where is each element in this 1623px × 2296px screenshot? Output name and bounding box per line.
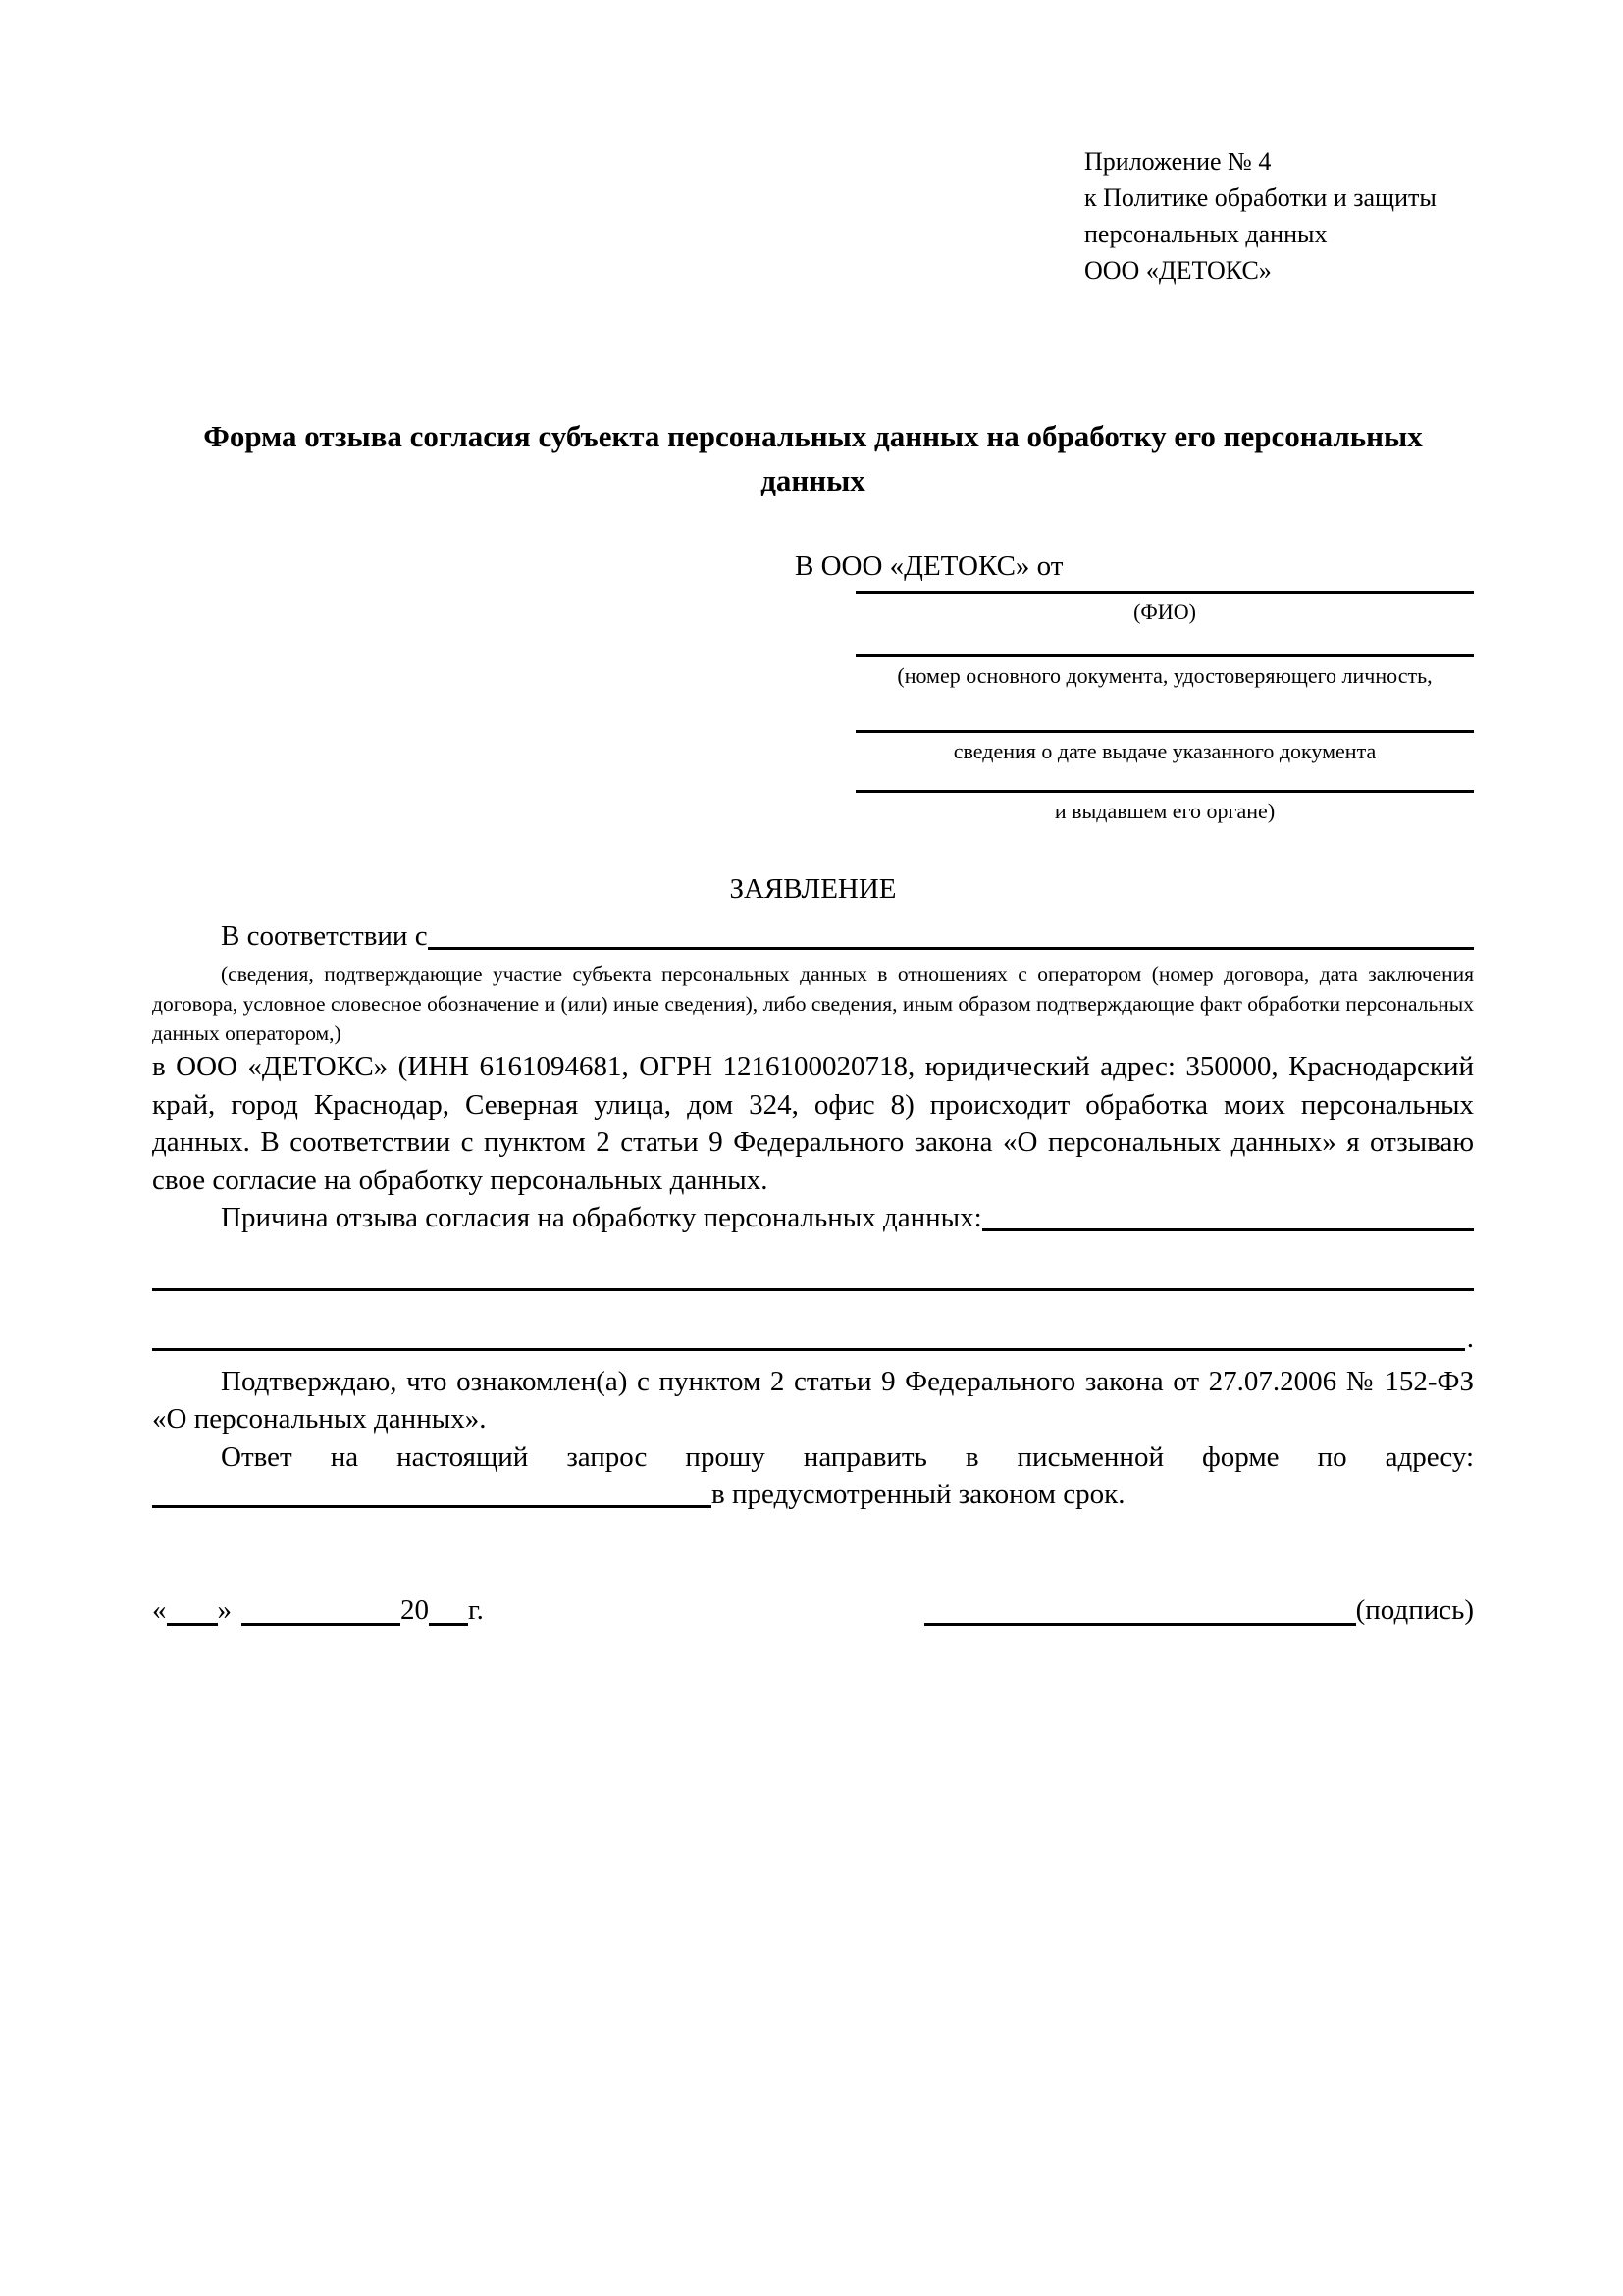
reason-label: Причина отзыва согласия на обработку персональных данных: xyxy=(221,1202,982,1233)
signoff-row xyxy=(152,1591,1474,1630)
body-paragraph: в ООО «ДЕТОКС» (ИНН 6161094681, ОГРН 1216100020718, юридический адрес: 350000, Краснодарский край, город Краснодар, Северная улица, дом 324, офис 8) происходит обработка моих персональных данных. В соответствии с пунктом 2 статьи 9 Федерального закона «О персональных данных» я отзываю свое согласие на обработку персональных данных. xyxy=(152,1051,1474,1196)
footnote-text: (сведения, подтверждающие участие субъекта персональных данных в отношениях с оператором (номер договора, дата заключения договора, условное словесное обозначение и (или) иные сведения), либо сведения, иным образом подтверждающие факт обработки персональных данных оператором,) xyxy=(152,963,1474,1045)
issuing-authority-field xyxy=(856,790,1474,826)
reply-address-row xyxy=(152,1476,1474,1514)
confirmation-paragraph: Подтверждаю, что ознакомлен(а) с пунктом 2 статьи 9 Федерального закона от 27.07.2006 № 152-ФЗ «О персональных данных». xyxy=(152,1365,1474,1435)
issue-date-field xyxy=(856,730,1474,766)
fio-field xyxy=(856,591,1474,627)
year-suffix: г. xyxy=(468,1593,484,1626)
reason-field-line[interactable] xyxy=(982,1228,1474,1231)
accordance-row xyxy=(152,916,1474,956)
reply-address-field-line[interactable] xyxy=(152,1505,711,1508)
addressee-fields xyxy=(856,591,1474,826)
reason-extra-line-2[interactable] xyxy=(152,1348,1465,1351)
reason-extra-line-2-row xyxy=(152,1324,1474,1353)
annex-note xyxy=(1084,143,1474,288)
annex-line: ООО «ДЕТОКС» xyxy=(1084,256,1272,285)
reply-tail-text: в предусмотренный законом срок. xyxy=(711,1479,1126,1510)
addressee-to-line: В ООО «ДЕТОКС» от xyxy=(795,550,1064,582)
open-quote: « xyxy=(152,1593,167,1626)
reason-row xyxy=(152,1199,1474,1237)
statement-heading: ЗАЯВЛЕНИЕ xyxy=(729,873,897,905)
document-title: Форма отзыва согласия субъекта персональных данных на обработку его персональных данных xyxy=(203,419,1423,497)
id-document-field xyxy=(856,654,1474,691)
annex-line: к Политике обработки и защиты xyxy=(1084,183,1437,212)
issue-date-caption: сведения о дате выдаче указанного документа xyxy=(953,739,1377,763)
reason-extra-line-1[interactable] xyxy=(152,1288,1474,1291)
date-year-field-line[interactable] xyxy=(429,1596,468,1626)
annex-line: персональных данных xyxy=(1084,220,1328,248)
annex-line: Приложение № 4 xyxy=(1084,147,1272,176)
signature-field-line[interactable] xyxy=(924,1596,1356,1626)
addressee-block xyxy=(152,548,1474,826)
accordance-field-line[interactable] xyxy=(428,947,1474,950)
issuing-authority-caption: и выдавшем его органе) xyxy=(1054,799,1276,823)
signature-caption: (подпись) xyxy=(1355,1593,1474,1626)
date-month-field-line[interactable] xyxy=(241,1596,400,1626)
id-document-caption: (номер основного документа, удостоверяющего личность, xyxy=(897,663,1433,688)
year-prefix: 20 xyxy=(400,1593,429,1626)
date-group xyxy=(152,1591,484,1630)
sentence-period: . xyxy=(1466,1322,1474,1354)
date-day-field-line[interactable] xyxy=(167,1596,218,1626)
close-quote: » xyxy=(217,1593,232,1626)
accordance-label: В соответствии с xyxy=(221,920,428,952)
fio-caption: (ФИО) xyxy=(1133,600,1196,624)
reply-paragraph: Ответ на настоящий запрос прошу направить в письменной форме по адресу: xyxy=(221,1440,1474,1473)
signature-group xyxy=(924,1591,1474,1630)
